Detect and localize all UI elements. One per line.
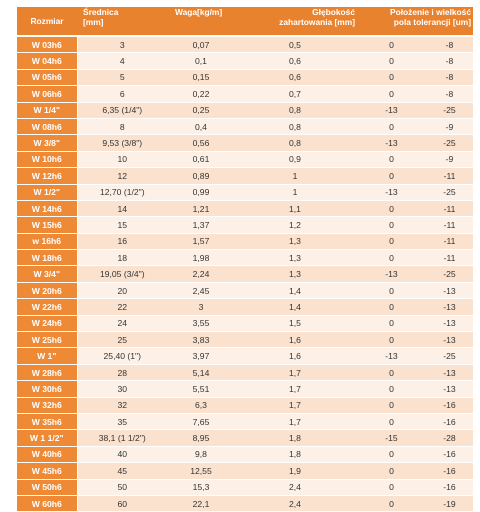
cell-rozmiar: W 04h6 [17,53,77,69]
cell-srednica: 4 [77,53,173,69]
cell-glebokosc: 0,8 [243,135,359,151]
table-row [17,86,473,102]
cell-srednica: 8 [77,118,173,134]
cell-rozmiar: W 32h6 [17,397,77,413]
cell-glebokosc: 1,3 [243,233,359,249]
cell-rozmiar: W 40h6 [17,446,77,462]
table-row [17,168,473,184]
cell-srednica: 45 [77,463,173,479]
cell-glebokosc: 1,2 [243,217,359,233]
cell-rozmiar: W 22h6 [17,299,77,315]
cell-tolerancja-lower: -13 [416,381,473,397]
cell-waga: 2,24 [173,266,243,282]
table-row [17,315,473,331]
table-row [17,397,473,413]
cell-glebokosc: 1,8 [243,446,359,462]
cell-glebokosc: 1,5 [243,315,359,331]
cell-glebokosc: 2,4 [243,479,359,495]
cell-srednica: 28 [77,364,173,380]
cell-glebokosc: 1,8 [243,430,359,446]
cell-glebokosc: 1 [243,168,359,184]
cell-rozmiar: W 1" [17,348,77,364]
table-row [17,233,473,249]
cell-tolerancja-upper: 0 [359,495,416,511]
cell-tolerancja-upper: -13 [359,266,416,282]
cell-tolerancja-upper: 0 [359,446,416,462]
cell-tolerancja-lower: -16 [416,397,473,413]
cell-tolerancja-lower: -13 [416,364,473,380]
cell-waga: 5,14 [173,364,243,380]
cell-tolerancja-lower: -8 [416,69,473,85]
cell-tolerancja-upper: 0 [359,168,416,184]
cell-glebokosc: 0,7 [243,86,359,102]
header-waga: Waga[kg/m] [173,7,243,36]
table-row [17,495,473,511]
cell-waga: 7,65 [173,413,243,429]
cell-waga: 3,83 [173,332,243,348]
cell-rozmiar: W 25h6 [17,332,77,348]
cell-srednica: 22 [77,299,173,315]
cell-waga: 0,07 [173,36,243,53]
cell-waga: 9,8 [173,446,243,462]
cell-tolerancja-upper: 0 [359,151,416,167]
cell-srednica: 14 [77,200,173,216]
cell-srednica: 15 [77,217,173,233]
cell-tolerancja-upper: 0 [359,413,416,429]
cell-tolerancja-upper: 0 [359,233,416,249]
dimensions-table [17,7,473,512]
cell-waga: 0,4 [173,118,243,134]
cell-srednica: 20 [77,282,173,298]
cell-glebokosc: 1,7 [243,364,359,380]
cell-rozmiar: W 08h6 [17,118,77,134]
cell-tolerancja-lower: -11 [416,168,473,184]
cell-tolerancja-upper: -13 [359,135,416,151]
cell-rozmiar: W 14h6 [17,200,77,216]
cell-tolerancja-upper: -13 [359,102,416,118]
table-row [17,381,473,397]
cell-rozmiar: W 1/4" [17,102,77,118]
cell-srednica: 25,40 (1") [77,348,173,364]
cell-rozmiar: W 12h6 [17,168,77,184]
cell-rozmiar: W 24h6 [17,315,77,331]
cell-tolerancja-lower: -25 [416,135,473,151]
cell-waga: 0,1 [173,53,243,69]
cell-tolerancja-lower: -16 [416,463,473,479]
cell-waga: 0,25 [173,102,243,118]
table-row [17,266,473,282]
cell-srednica: 12 [77,168,173,184]
cell-rozmiar: W 50h6 [17,479,77,495]
cell-srednica: 6,35 (1/4") [77,102,173,118]
cell-tolerancja-lower: -28 [416,430,473,446]
cell-glebokosc: 1,7 [243,397,359,413]
cell-glebokosc: 0,9 [243,151,359,167]
cell-tolerancja-upper: 0 [359,200,416,216]
table-row [17,250,473,266]
table-row [17,102,473,118]
cell-rozmiar: W 45h6 [17,463,77,479]
cell-tolerancja-lower: -9 [416,151,473,167]
cell-srednica: 35 [77,413,173,429]
table-row [17,413,473,429]
cell-tolerancja-upper: 0 [359,381,416,397]
cell-tolerancja-lower: -13 [416,282,473,298]
cell-tolerancja-upper: -13 [359,184,416,200]
cell-srednica: 9,53 (3/8") [77,135,173,151]
cell-glebokosc: 1,6 [243,348,359,364]
cell-tolerancja-lower: -13 [416,332,473,348]
cell-tolerancja-upper: 0 [359,397,416,413]
cell-tolerancja-lower: -13 [416,299,473,315]
cell-rozmiar: W 3/8" [17,135,77,151]
cell-srednica: 6 [77,86,173,102]
cell-waga: 0,56 [173,135,243,151]
cell-waga: 22,1 [173,495,243,511]
cell-rozmiar: W 3/4" [17,266,77,282]
cell-glebokosc: 1,3 [243,250,359,266]
cell-srednica: 60 [77,495,173,511]
table-row [17,36,473,53]
cell-rozmiar: W 1/2" [17,184,77,200]
cell-tolerancja-lower: -11 [416,200,473,216]
cell-waga: 1,37 [173,217,243,233]
table-row [17,282,473,298]
cell-tolerancja-upper: -15 [359,430,416,446]
cell-waga: 1,57 [173,233,243,249]
cell-tolerancja-lower: -11 [416,250,473,266]
table-row [17,151,473,167]
cell-rozmiar: W 18h6 [17,250,77,266]
cell-waga: 1,98 [173,250,243,266]
cell-waga: 5,51 [173,381,243,397]
table-body [17,36,473,512]
table-row [17,53,473,69]
header-srednica: Średnica [mm] [77,7,173,36]
cell-srednica: 30 [77,381,173,397]
cell-rozmiar: W 06h6 [17,86,77,102]
table-row [17,463,473,479]
cell-glebokosc: 0,6 [243,69,359,85]
cell-tolerancja-lower: -8 [416,86,473,102]
cell-tolerancja-upper: 0 [359,299,416,315]
header-rozmiar: Rozmiar [17,7,77,36]
cell-glebokosc: 1,4 [243,282,359,298]
cell-tolerancja-lower: -16 [416,413,473,429]
table-row [17,69,473,85]
cell-tolerancja-lower: -25 [416,184,473,200]
cell-glebokosc: 0,5 [243,36,359,53]
cell-tolerancja-upper: 0 [359,282,416,298]
cell-srednica: 38,1 (1 1/2") [77,430,173,446]
cell-srednica: 18 [77,250,173,266]
cell-tolerancja-upper: 0 [359,332,416,348]
cell-glebokosc: 1,6 [243,332,359,348]
cell-tolerancja-lower: -16 [416,479,473,495]
cell-rozmiar: w 16h6 [17,233,77,249]
cell-srednica: 32 [77,397,173,413]
cell-rozmiar: W 30h6 [17,381,77,397]
table-row [17,299,473,315]
cell-tolerancja-lower: -25 [416,348,473,364]
cell-tolerancja-lower: -8 [416,36,473,53]
cell-waga: 3,55 [173,315,243,331]
table-row [17,446,473,462]
cell-tolerancja-lower: -16 [416,446,473,462]
cell-tolerancja-upper: 0 [359,463,416,479]
cell-glebokosc: 2,4 [243,495,359,511]
cell-glebokosc: 1,7 [243,381,359,397]
cell-tolerancja-upper: 0 [359,250,416,266]
cell-rozmiar: W 35h6 [17,413,77,429]
table-row [17,479,473,495]
table-row [17,364,473,380]
cell-rozmiar: W 15h6 [17,217,77,233]
cell-tolerancja-lower: -9 [416,118,473,134]
cell-tolerancja-upper: 0 [359,118,416,134]
cell-tolerancja-upper: 0 [359,217,416,233]
table-row [17,332,473,348]
cell-srednica: 12,70 (1/2") [77,184,173,200]
cell-waga: 0,99 [173,184,243,200]
cell-waga: 0,89 [173,168,243,184]
table-header-row [17,7,473,36]
cell-waga: 0,22 [173,86,243,102]
cell-rozmiar: W 60h6 [17,495,77,511]
cell-rozmiar: W 20h6 [17,282,77,298]
cell-tolerancja-upper: 0 [359,69,416,85]
cell-srednica: 19,05 (3/4") [77,266,173,282]
cell-glebokosc: 1,9 [243,463,359,479]
cell-srednica: 5 [77,69,173,85]
cell-rozmiar: W 1 1/2" [17,430,77,446]
cell-glebokosc: 0,6 [243,53,359,69]
cell-waga: 12,55 [173,463,243,479]
table-row [17,118,473,134]
cell-waga: 6,3 [173,397,243,413]
cell-srednica: 3 [77,36,173,53]
cell-srednica: 25 [77,332,173,348]
cell-waga: 2,45 [173,282,243,298]
cell-tolerancja-lower: -19 [416,495,473,511]
cell-srednica: 10 [77,151,173,167]
cell-tolerancja-lower: -8 [416,53,473,69]
cell-waga: 0,61 [173,151,243,167]
cell-srednica: 50 [77,479,173,495]
cell-tolerancja-upper: 0 [359,479,416,495]
cell-srednica: 40 [77,446,173,462]
table-row [17,200,473,216]
cell-tolerancja-lower: -13 [416,315,473,331]
cell-tolerancja-upper: 0 [359,364,416,380]
cell-tolerancja-lower: -11 [416,233,473,249]
cell-tolerancja-upper: -13 [359,348,416,364]
cell-rozmiar: W 03h6 [17,36,77,53]
table-row [17,217,473,233]
cell-rozmiar: W 28h6 [17,364,77,380]
header-glebokosc: Głębokość zahartowania [mm] [243,7,359,36]
cell-tolerancja-lower: -11 [416,217,473,233]
table-row [17,135,473,151]
cell-tolerancja-upper: 0 [359,36,416,53]
cell-rozmiar: W 05h6 [17,69,77,85]
cell-tolerancja-upper: 0 [359,315,416,331]
cell-glebokosc: 0,8 [243,102,359,118]
cell-waga: 8,95 [173,430,243,446]
cell-glebokosc: 1 [243,184,359,200]
cell-glebokosc: 1,3 [243,266,359,282]
cell-tolerancja-upper: 0 [359,86,416,102]
cell-waga: 0,15 [173,69,243,85]
header-tolerancja: Położenie i wielkość pola tolerancji [um] [359,7,473,36]
table-row [17,348,473,364]
cell-srednica: 24 [77,315,173,331]
cell-waga: 1,21 [173,200,243,216]
cell-tolerancja-lower: -25 [416,266,473,282]
cell-tolerancja-upper: 0 [359,53,416,69]
table-row [17,184,473,200]
cell-glebokosc: 1,1 [243,200,359,216]
cell-srednica: 16 [77,233,173,249]
cell-waga: 3 [173,299,243,315]
cell-glebokosc: 0,8 [243,118,359,134]
cell-rozmiar: W 10h6 [17,151,77,167]
cell-tolerancja-lower: -25 [416,102,473,118]
cell-waga: 15,3 [173,479,243,495]
cell-glebokosc: 1,4 [243,299,359,315]
table-row [17,430,473,446]
cell-waga: 3,97 [173,348,243,364]
cell-glebokosc: 1,7 [243,413,359,429]
